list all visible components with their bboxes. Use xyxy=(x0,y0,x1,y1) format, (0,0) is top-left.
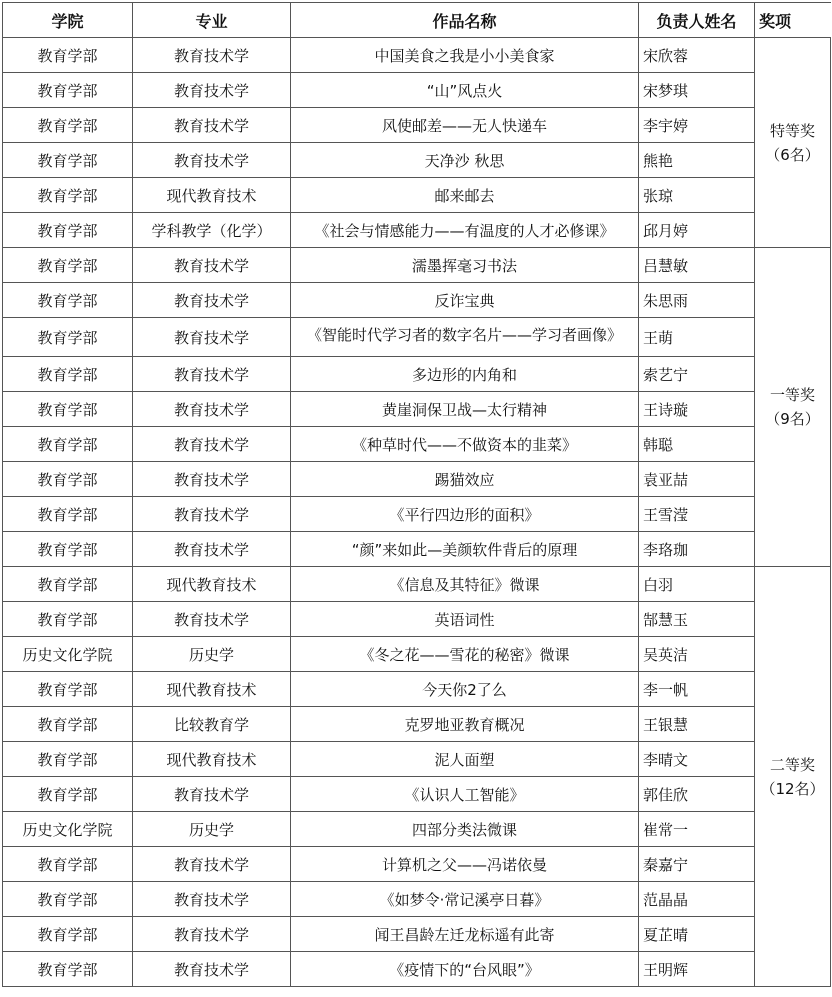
award-cell xyxy=(755,567,831,987)
cell-college: 教育学部 xyxy=(3,532,133,567)
table-row xyxy=(3,742,831,777)
table-row xyxy=(3,532,831,567)
cell-work: 黄崖洞保卫战—太行精神 xyxy=(291,392,639,427)
award-label: 二等奖 xyxy=(769,755,815,774)
cell-work: 《冬之花——雪花的秘密》微课 xyxy=(291,637,639,672)
cell-work: 踢猫效应 xyxy=(291,462,639,497)
cell-college: 教育学部 xyxy=(3,108,133,143)
award-count: （9名） xyxy=(765,410,820,428)
table-row xyxy=(3,812,831,847)
cell-major: 教育技术学 xyxy=(133,318,291,357)
cell-work: 《认识人工智能》 xyxy=(291,777,639,812)
table-row xyxy=(3,392,831,427)
cell-leader: 吴英洁 xyxy=(639,637,755,672)
cell-major: 现代教育技术 xyxy=(133,178,291,213)
cell-leader: 韩聪 xyxy=(639,427,755,462)
cell-leader: 李晴文 xyxy=(639,742,755,777)
cell-leader: 夏芷晴 xyxy=(639,917,755,952)
header-leader: 负责人姓名 xyxy=(639,3,755,38)
table-row xyxy=(3,497,831,532)
cell-college: 教育学部 xyxy=(3,248,133,283)
header-row xyxy=(3,3,831,38)
cell-major: 学科教学（化学） xyxy=(133,213,291,248)
cell-college: 教育学部 xyxy=(3,73,133,108)
table-row xyxy=(3,637,831,672)
cell-college: 教育学部 xyxy=(3,777,133,812)
table-row xyxy=(3,318,831,357)
header-work: 作品名称 xyxy=(291,3,639,38)
cell-college: 历史文化学院 xyxy=(3,637,133,672)
cell-major: 教育技术学 xyxy=(133,602,291,637)
cell-work: 《社会与情感能力——有温度的人才必修课》 xyxy=(291,213,639,248)
cell-major: 现代教育技术 xyxy=(133,742,291,777)
cell-major: 教育技术学 xyxy=(133,38,291,73)
cell-college: 教育学部 xyxy=(3,847,133,882)
cell-major: 教育技术学 xyxy=(133,427,291,462)
cell-college: 教育学部 xyxy=(3,952,133,987)
table-row xyxy=(3,178,831,213)
cell-college: 教育学部 xyxy=(3,602,133,637)
table-body xyxy=(3,38,831,987)
cell-college: 教育学部 xyxy=(3,283,133,318)
cell-leader: 范晶晶 xyxy=(639,882,755,917)
cell-college: 教育学部 xyxy=(3,917,133,952)
cell-college: 教育学部 xyxy=(3,427,133,462)
cell-major: 教育技术学 xyxy=(133,108,291,143)
header-college: 学院 xyxy=(3,3,133,38)
table-row xyxy=(3,108,831,143)
table-row xyxy=(3,73,831,108)
cell-major: 教育技术学 xyxy=(133,392,291,427)
cell-college: 教育学部 xyxy=(3,707,133,742)
cell-work: 闻王昌龄左迁龙标遥有此寄 xyxy=(291,917,639,952)
cell-major: 教育技术学 xyxy=(133,73,291,108)
cell-major: 教育技术学 xyxy=(133,143,291,178)
cell-work: “颜”来如此—美颜软件背后的原理 xyxy=(291,532,639,567)
cell-leader: 李一帆 xyxy=(639,672,755,707)
award-count: （12名） xyxy=(760,779,825,798)
table-row xyxy=(3,917,831,952)
table-row xyxy=(3,213,831,248)
cell-work: 《疫情下的“台风眼”》 xyxy=(291,952,639,987)
cell-work: 《信息及其特征》微课 xyxy=(291,567,639,602)
award-label: 特等奖 xyxy=(769,121,815,140)
table-row xyxy=(3,357,831,392)
cell-leader: 宋欣蓉 xyxy=(639,38,755,73)
cell-college: 教育学部 xyxy=(3,143,133,178)
awards-table xyxy=(2,2,831,987)
cell-college: 教育学部 xyxy=(3,742,133,777)
cell-leader: 吕慧敏 xyxy=(639,248,755,283)
cell-work: 《如梦令·常记溪亭日暮》 xyxy=(291,882,639,917)
cell-college: 教育学部 xyxy=(3,567,133,602)
cell-work: 反诈宝典 xyxy=(291,283,639,318)
cell-work: 邮来邮去 xyxy=(291,178,639,213)
cell-work: 《种草时代——不做资本的韭菜》 xyxy=(291,427,639,462)
table-row xyxy=(3,248,831,283)
cell-major: 教育技术学 xyxy=(133,497,291,532)
cell-leader: 王雪滢 xyxy=(639,497,755,532)
cell-leader: 宋梦琪 xyxy=(639,73,755,108)
cell-leader: 索艺宁 xyxy=(639,357,755,392)
cell-major: 教育技术学 xyxy=(133,882,291,917)
cell-college: 教育学部 xyxy=(3,213,133,248)
cell-college: 历史文化学院 xyxy=(3,812,133,847)
cell-leader: 朱思雨 xyxy=(639,283,755,318)
cell-major: 现代教育技术 xyxy=(133,567,291,602)
table-row xyxy=(3,427,831,462)
cell-work: 四部分类法微课 xyxy=(291,812,639,847)
cell-major: 教育技术学 xyxy=(133,248,291,283)
table-row xyxy=(3,283,831,318)
cell-work: 多边形的内角和 xyxy=(291,357,639,392)
cell-leader: 李珞珈 xyxy=(639,532,755,567)
cell-leader: 王明辉 xyxy=(639,952,755,987)
cell-leader: 郭佳欣 xyxy=(639,777,755,812)
cell-leader: 王萌 xyxy=(639,318,755,357)
table-row xyxy=(3,882,831,917)
table-row xyxy=(3,707,831,742)
award-count: （6名） xyxy=(765,145,820,164)
table-row xyxy=(3,602,831,637)
cell-college: 教育学部 xyxy=(3,38,133,73)
cell-college: 教育学部 xyxy=(3,462,133,497)
cell-leader: 秦嘉宁 xyxy=(639,847,755,882)
cell-work: 中国美食之我是小小美食家 xyxy=(291,38,639,73)
cell-leader: 李宇婷 xyxy=(639,108,755,143)
award-cell xyxy=(755,248,831,567)
cell-major: 比较教育学 xyxy=(133,707,291,742)
cell-leader: 邱月婷 xyxy=(639,213,755,248)
cell-leader: 张琼 xyxy=(639,178,755,213)
cell-major: 教育技术学 xyxy=(133,462,291,497)
cell-leader: 崔常一 xyxy=(639,812,755,847)
cell-college: 教育学部 xyxy=(3,318,133,357)
table-row xyxy=(3,952,831,987)
cell-college: 教育学部 xyxy=(3,882,133,917)
cell-major: 教育技术学 xyxy=(133,283,291,318)
cell-work: “山”风点火 xyxy=(291,73,639,108)
table-row xyxy=(3,847,831,882)
award-cell xyxy=(755,38,831,248)
cell-major: 历史学 xyxy=(133,637,291,672)
cell-major: 教育技术学 xyxy=(133,952,291,987)
table-row xyxy=(3,567,831,602)
cell-major: 教育技术学 xyxy=(133,917,291,952)
cell-major: 历史学 xyxy=(133,812,291,847)
cell-major: 现代教育技术 xyxy=(133,672,291,707)
cell-leader: 熊艳 xyxy=(639,143,755,178)
cell-leader: 王银慧 xyxy=(639,707,755,742)
header-major: 专业 xyxy=(133,3,291,38)
cell-work-text: 《智能时代学习者的数字名片——学习者画像》 xyxy=(306,326,622,344)
cell-work: 计算机之父——冯诺依曼 xyxy=(291,847,639,882)
table-row xyxy=(3,38,831,73)
table-row xyxy=(3,777,831,812)
table-row xyxy=(3,462,831,497)
cell-major: 教育技术学 xyxy=(133,357,291,392)
cell-college: 教育学部 xyxy=(3,392,133,427)
table-row xyxy=(3,672,831,707)
cell-college: 教育学部 xyxy=(3,178,133,213)
cell-major: 教育技术学 xyxy=(133,532,291,567)
cell-college: 教育学部 xyxy=(3,672,133,707)
cell-college: 教育学部 xyxy=(3,497,133,532)
cell-leader: 白羽 xyxy=(639,567,755,602)
cell-work: 风使邮差——无人快递车 xyxy=(291,108,639,143)
cell-work: 《平行四边形的面积》 xyxy=(291,497,639,532)
cell-leader: 袁亚喆 xyxy=(639,462,755,497)
cell-work xyxy=(291,318,639,357)
cell-leader: 郜慧玉 xyxy=(639,602,755,637)
cell-college: 教育学部 xyxy=(3,357,133,392)
table-row xyxy=(3,143,831,178)
cell-major: 教育技术学 xyxy=(133,777,291,812)
cell-work: 今天你2了么 xyxy=(291,672,639,707)
award-label: 一等奖 xyxy=(769,386,815,404)
cell-work: 泥人面塑 xyxy=(291,742,639,777)
cell-work: 克罗地亚教育概况 xyxy=(291,707,639,742)
cell-work: 濡墨挥毫习书法 xyxy=(291,248,639,283)
cell-work: 天净沙 秋思 xyxy=(291,143,639,178)
header-award: 奖项 xyxy=(755,3,831,38)
cell-leader: 王诗璇 xyxy=(639,392,755,427)
cell-work: 英语词性 xyxy=(291,602,639,637)
cell-major: 教育技术学 xyxy=(133,847,291,882)
